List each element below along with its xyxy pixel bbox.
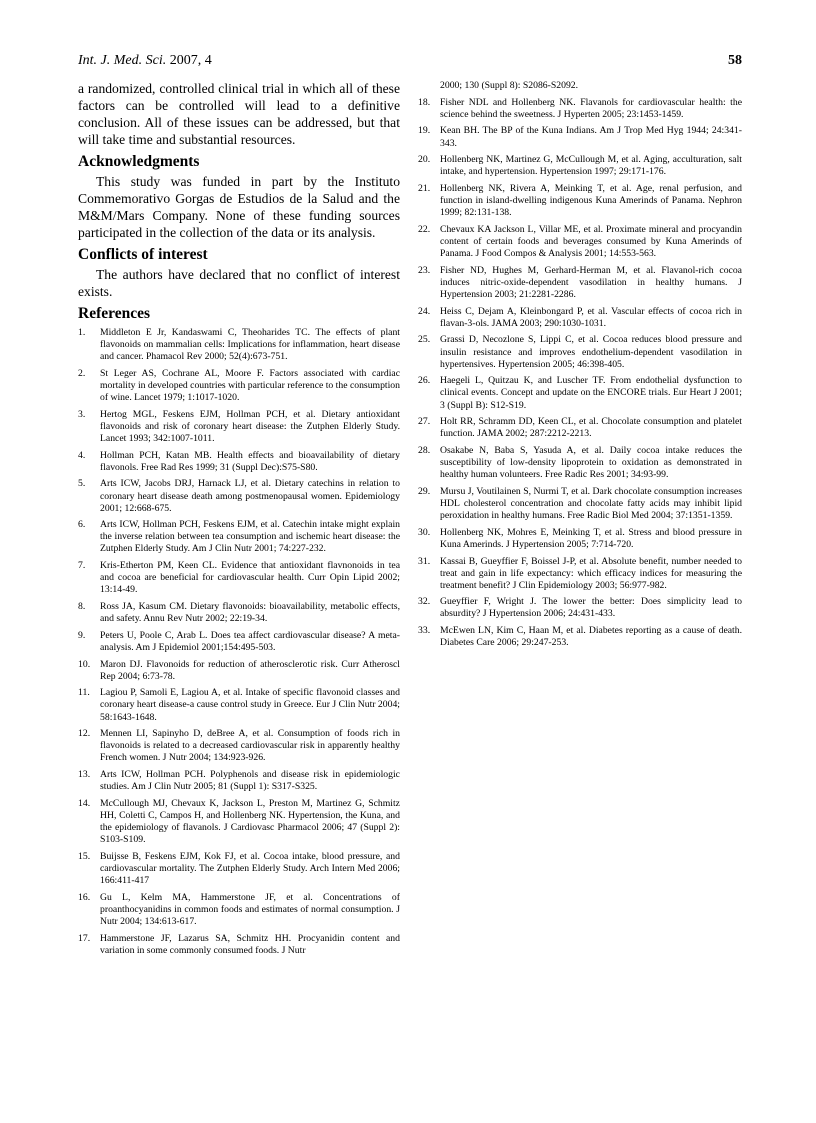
reference-text: Hollenberg NK, Martinez G, McCullough M, et al. Aging, acculturation, salt intake, and hypertension. Hypertension 1997; 29:171-176. bbox=[440, 154, 742, 178]
reference-item bbox=[418, 445, 742, 481]
reference-number: 22. bbox=[418, 223, 431, 235]
reference-number: 26. bbox=[418, 375, 431, 387]
reference-item bbox=[78, 601, 400, 625]
reference-text: Hertog MGL, Feskens EJM, Hollman PCH, et al. Dietary antioxidant flavonoids and risk of coronary heart disease: the Zutphen Elderly Study. Lancet 1993; 342:1007-1011. bbox=[100, 408, 400, 444]
reference-item bbox=[78, 769, 400, 793]
reference-item bbox=[78, 327, 400, 363]
reference-item bbox=[418, 125, 742, 149]
reference-number: 25. bbox=[418, 334, 431, 346]
reference-text: Middleton E Jr, Kandaswami C, Theoharides TC. The effects of plant flavonoids on mammalian cells: Implications for inflammation, heart disease and cancer. Phamacol Rev 2000; 52(4):673-751. bbox=[100, 327, 400, 363]
reference-number: 3. bbox=[78, 408, 86, 420]
reference-text: Hollenberg NK, Mohres E, Meinking T, et al. Stress and blood pressure in Kuna Amerinds. J Hypertension 2005; 7:714-720. bbox=[440, 526, 742, 550]
reference-text: Fisher ND, Hughes M, Gerhard-Herman M, et al. Flavanol-rich cocoa induces nitric-oxide-dependent vasodilation in healthy humans. J Hypertension 2003; 21:2281-2286. bbox=[440, 264, 742, 300]
reference-text: Osakabe N, Baba S, Yasuda A, et al. Daily cocoa intake reduces the susceptibility of low-density lipoprotein to oxidation as demonstrated in healthy human volunteers. Free Radic Res 2001; 34:93-99. bbox=[440, 444, 742, 481]
reference-text: Ross JA, Kasum CM. Dietary flavonoids: bioavailability, metabolic effects, and safety. Annu Rev Nutr 2002; 22:19-34. bbox=[100, 601, 400, 625]
reference-number: 30. bbox=[418, 526, 431, 538]
reference-text: Gueyffier F, Wright J. The lower the better: Does simplicity lead to absurdity? J Hypertension 2006; 24:431-433. bbox=[440, 596, 742, 620]
reference-item bbox=[78, 687, 400, 723]
reference-number: 28. bbox=[418, 444, 431, 456]
reference-text: McCullough MJ, Chevaux K, Jackson L, Preston M, Martinez G, Schmitz HH, Coletti C, Campos H, and Hollenberg NK. Hypertension, the Kuna, and the epidemiology of flavanols. J Cardiovasc Pharmacol 2006; 47 (Suppl 2): S103-S109. bbox=[100, 797, 400, 846]
reference-text: Haegeli L, Quitzau K, and Luscher TF. From endothelial dysfunction to clinical events. Concept and update on the ENCORE trials. Eur Heart J 2001; 3 (Suppl B): S12-S19. bbox=[440, 375, 742, 411]
reference-number: 15. bbox=[78, 850, 91, 862]
reference-list-right bbox=[418, 97, 742, 650]
reference-number: 17. bbox=[78, 932, 91, 944]
reference-number: 20. bbox=[418, 154, 431, 166]
reference-item bbox=[78, 892, 400, 928]
conflicts-heading: Conflicts of interest bbox=[78, 246, 208, 263]
reference-text: Hollenberg NK, Rivera A, Meinking T, et al. Age, renal perfusion, and function in island-dwelling indigenous Kuna Amerinds of Panama. Nephron 1999; 82:131-138. bbox=[440, 183, 742, 219]
reference-text: Kean BH. The BP of the Kuna Indians. Am J Trop Med Hyg 1944; 24:341-343. bbox=[440, 125, 742, 149]
reference-text: Arts ICW, Jacobs DRJ, Harnack LJ, et al. Dietary catechins in relation to coronary heart disease death among postmenopausal women. Epidemiology 2001; 12:668-675. bbox=[100, 478, 400, 514]
reference-item bbox=[418, 306, 742, 330]
reference-number: 21. bbox=[418, 183, 431, 195]
reference-text: Kassai B, Gueyffier F, Boissel J-P, et al. Absolute benefit, number needed to treat and gain in life expectancy: which efficacy indices for measuring the treatment benefit? J Clin Epidemiology 2003; 56:977-982. bbox=[440, 555, 742, 591]
reference-item bbox=[418, 556, 742, 592]
reference-text: Mennen LI, Sapinyho D, deBree A, et al. Consumption of foods rich in flavonoids is related to a decreased cardiovascular risk in apparently healthy French women. J Nutr 2004; 134:923-926. bbox=[100, 728, 400, 764]
reference-text: Holt RR, Schramm DD, Keen CL, et al. Chocolate consumption and platelet function. JAMA 2002; 287:2212-2213. bbox=[440, 416, 742, 440]
reference-number: 5. bbox=[78, 478, 86, 490]
reference-number: 6. bbox=[78, 519, 86, 531]
left-column bbox=[78, 80, 400, 961]
reference-text: Grassi D, Necozlone S, Lippi C, et al. Cocoa reduces blood pressure and insulin resistance and improves endothelium-dependent vasodilation in hypertensives. Hypertension 2005; 46:398-405. bbox=[440, 334, 742, 370]
reference-text: Gu L, Kelm MA, Hammerstone JF, et al. Concentrations of proanthocyanidins in common foods and estimates of normal consumption. J Nutr 2004; 134:613-617. bbox=[100, 891, 400, 927]
reference-item bbox=[78, 560, 400, 596]
reference-item bbox=[418, 97, 742, 121]
page-header bbox=[78, 53, 742, 73]
reference-item bbox=[78, 368, 400, 404]
reference-item bbox=[418, 416, 742, 440]
reference-number: 12. bbox=[78, 728, 91, 740]
reference-text: McEwen LN, Kim C, Haan M, et al. Diabetes reporting as a cause of death. Diabetes Care 2006; 29:247-253. bbox=[440, 625, 742, 649]
reference-text: Fisher NDL and Hollenberg NK. Flavanols for cardiovascular health: the science behind the sweetness. J Hyperten 2005; 23:1453-1459. bbox=[440, 96, 742, 120]
reference-item bbox=[418, 486, 742, 522]
reference-item bbox=[418, 375, 742, 411]
reference-item bbox=[418, 154, 742, 178]
reference-item bbox=[78, 519, 400, 555]
conflicts-text: The authors have declared that no conflict of interest exists. bbox=[78, 267, 400, 299]
reference-number: 18. bbox=[418, 96, 431, 108]
reference-text: Hammerstone JF, Lazarus SA, Schmitz HH. Procyanidin content and variation in some commonly consumed foods. J Nutr bbox=[100, 932, 400, 956]
reference-item bbox=[418, 334, 742, 370]
reference-number: 31. bbox=[418, 555, 431, 567]
reference-number: 2. bbox=[78, 367, 86, 379]
reference-item bbox=[418, 224, 742, 260]
reference-number: 32. bbox=[418, 596, 431, 608]
reference-number: 13. bbox=[78, 769, 91, 781]
reference-item bbox=[78, 630, 400, 654]
reference-text: Arts ICW, Hollman PCH. Polyphenols and disease risk in epidemiologic studies. Am J Clin Nutr 2005; 81 (Suppl 1): S317-S325. bbox=[100, 769, 400, 793]
reference-text: Maron DJ. Flavonoids for reduction of atherosclerotic risk. Curr Atheroscl Rep 2004; 6:73-78. bbox=[100, 658, 400, 682]
reference-item bbox=[418, 183, 742, 219]
reference-item bbox=[78, 933, 400, 957]
right-column bbox=[418, 80, 742, 654]
reference-number: 10. bbox=[78, 658, 91, 670]
reference-item bbox=[78, 478, 400, 514]
references-heading: References bbox=[78, 305, 151, 322]
reference-number: 4. bbox=[78, 449, 86, 461]
reference-list-left bbox=[78, 327, 400, 957]
reference-number: 11. bbox=[78, 687, 90, 699]
reference-number: 27. bbox=[418, 416, 431, 428]
reference-item bbox=[418, 527, 742, 551]
reference-text: Hollman PCH, Katan MB. Health effects and bioavailability of dietary flavonols. Free Rad Res 1999; 31 (Suppl Dec):S75-S80. bbox=[100, 449, 400, 473]
reference-number: 19. bbox=[418, 125, 431, 137]
reference-number: 16. bbox=[78, 891, 91, 903]
reference-number: 1. bbox=[78, 327, 86, 338]
reference-number: 9. bbox=[78, 629, 86, 641]
reference-number: 7. bbox=[78, 560, 86, 572]
reference-item bbox=[78, 409, 400, 445]
reference-item bbox=[78, 728, 400, 764]
reference-number: 29. bbox=[418, 485, 431, 497]
reference-item bbox=[418, 625, 742, 649]
reference-continuation: 2000; 130 (Suppl 8): S2086-S2092. bbox=[440, 80, 579, 91]
reference-number: 8. bbox=[78, 601, 86, 613]
journal-title bbox=[78, 53, 212, 69]
reference-text: St Leger AS, Cochrane AL, Moore F. Factors associated with cardiac mortality in developed countries with particular reference to the consumption of wine. Lancet 1979; 1:1017-1020. bbox=[100, 367, 400, 404]
reference-item bbox=[418, 596, 742, 620]
reference-text: Kris-Etherton PM, Keen CL. Evidence that antioxidant flavnonoids in tea and cocoa are beneficial for cardiovascular health. Curr Opin Lipid 2002; 13:14-49. bbox=[100, 560, 400, 596]
reference-text: Buijsse B, Feskens EJM, Kok FJ, et al. Cocoa intake, blood pressure, and cardiovascular mortality. The Zutphen Elderly Study. Arch Intern Med 2006; 166:411-417 bbox=[100, 850, 400, 887]
reference-item bbox=[78, 851, 400, 887]
reference-item bbox=[78, 450, 400, 474]
reference-text: Arts ICW, Hollman PCH, Feskens EJM, et al. Catechin intake might explain the inverse relation between tea consumption and ischemic heart disease: the Zutphen Elderly Study. Am J Clin Nutr 2001; 74:227-232. bbox=[100, 519, 400, 555]
reference-number: 14. bbox=[78, 797, 91, 809]
intro-paragraph: a randomized, controlled clinical trial in which all of these factors can be controlled will lead to a definitive conclusion. All of these issues can be addressed, but that will take time and substantial resources. bbox=[78, 81, 400, 147]
reference-number: 24. bbox=[418, 305, 431, 317]
reference-text: Mursu J, Voutilainen S, Nurmi T, et al. Dark chocolate consumption increases HDL cholesterol concentration and chocolate fatty acids may inhibit lipid peroxidation in healthy humans. Free Radic Biol Med 2004; 37:1351-1359. bbox=[440, 485, 742, 522]
reference-text: Chevaux KA Jackson L, Villar ME, et al. Proximate mineral and procyandin content of certain foods and beverages consumed by Kuna Amerinds of Panama. J Food Compos & Analysis 2001; 14:553-563. bbox=[440, 223, 742, 260]
journal-year-volume: 2007, 4 bbox=[169, 53, 212, 68]
reference-item bbox=[78, 798, 400, 846]
reference-text: Lagiou P, Samoli E, Lagiou A, et al. Intake of specific flavonoid classes and coronary heart disease-a cause control study in Greece. Eur J Clin Nutr 2004; 58:1643-1648. bbox=[100, 687, 400, 723]
reference-number: 33. bbox=[418, 625, 431, 637]
reference-item bbox=[78, 659, 400, 683]
reference-number: 23. bbox=[418, 264, 431, 276]
journal-name: Int. J. Med. Sci. bbox=[78, 53, 167, 68]
reference-text: Peters U, Poole C, Arab L. Does tea affect cardiovascular disease? A meta-analysis. Am J Epidemiol 2001;154:495-503. bbox=[100, 629, 400, 653]
reference-item bbox=[418, 265, 742, 301]
acknowledgments-text: This study was funded in part by the Instituto Commemorativo Gorgas de Estudios de la Salud and the M&M/Mars Company. None of these funding sources participated in the collection of the data or its analysis. bbox=[78, 174, 400, 240]
page-number: 58 bbox=[728, 53, 742, 68]
reference-text: Heiss C, Dejam A, Kleinbongard P, et al. Vascular effects of cocoa rich in flavan-3-ols. JAMA 2003; 290:1030-1031. bbox=[440, 305, 742, 329]
acknowledgments-heading: Acknowledgments bbox=[78, 153, 200, 170]
